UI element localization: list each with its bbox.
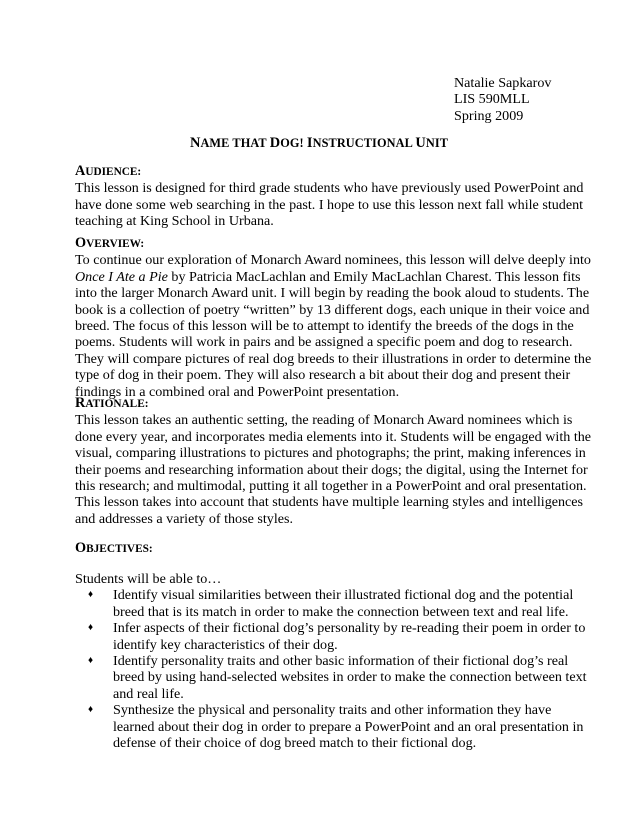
rationale-line: visual, comparing illustrations to pictures and photographs; the print, making inferences in (75, 445, 586, 462)
overview-heading: OVERVIEW: (75, 235, 145, 251)
diamond-bullet-icon: ♦ (88, 655, 94, 667)
overview-line: breed. The focus of this lesson will be to attempt to identify the breeds of the dogs in the (75, 318, 574, 335)
rationale-line: This lesson takes an authentic setting, the reading of Monarch Award nominees which is (75, 412, 573, 429)
audience-line: teaching at King School in Urbana. (75, 213, 274, 230)
objectives-intro: Students will be able to… (75, 571, 222, 587)
rationale-line: this research; and multimodal, putting it all together in a PowerPoint and oral presentation. (75, 478, 587, 495)
rationale-line: and addresses a variety of those styles. (75, 510, 293, 527)
overview-line: book is a collection of poetry “written” by 13 different dogs, each unique in their voice and (75, 301, 590, 318)
objectives-section (75, 571, 587, 752)
document-title: NAME THAT DOG! INSTRUCTIONAL UNIT (189, 135, 449, 151)
book-title: Once I Ate a Pie (75, 268, 168, 285)
audience-heading: AUDIENCE: (75, 163, 142, 179)
overview-line: poems. Students will work in pairs and be assigned a specific poem and dog to research. (75, 334, 573, 351)
objectives-list (75, 587, 587, 752)
audience-section (75, 163, 584, 230)
objectives-heading: OBJECTIVES: (75, 540, 153, 556)
diamond-bullet-icon: ♦ (88, 622, 94, 634)
author-name: Natalie Sapkarov (454, 75, 552, 91)
objectives-heading-block (75, 540, 569, 557)
rationale-section (75, 395, 592, 527)
author-block (454, 75, 624, 124)
overview-line: into the larger Monarch Award unit. I will begin by reading the book aloud to students. The (75, 285, 590, 302)
list-item: ♦ Infer aspects of their fictional dog’s personality by re-reading their poem in order to identify key characteristics of their dog. (88, 620, 586, 653)
rationale-heading: RATIONALE: (75, 395, 149, 411)
overview-line: type of dog in their poem. They will also research a bit about their dog and present their (75, 367, 571, 384)
diamond-bullet-icon: ♦ (88, 704, 94, 716)
overview-line: findings in a combined oral and PowerPoint presentation. (75, 383, 400, 400)
overview-line: To continue our exploration of Monarch Award nominees, this lesson will delve deeply into (75, 252, 591, 269)
audience-line: This lesson is designed for third grade students who have previously used PowerPoint and (75, 180, 584, 197)
audience-line: have done some web searching in the past. I hope to use this lesson next fall while student (75, 196, 584, 213)
overview-line: Once I Ate a Pie by Patricia MacLachlan and Emily MacLachlan Charest. This lesson fits (75, 268, 581, 285)
overview-line: They will compare pictures of real dog breeds to their illustrations in order to determine the (75, 350, 592, 367)
course-code: LIS 590MLL (454, 91, 530, 108)
rationale-line: their poems and researching information about their dogs; the digital, using the Internet for (75, 461, 588, 478)
list-item: ♦ Synthesize the physical and personality traits and other information they have learned about their dog in order to prepare a PowerPoint and an oral presentation in defense of their choice of dog breed match to their fictional dog. (88, 702, 584, 752)
rationale-line: done every year, and incorporates media elements into it. Students will be engaged with the (75, 428, 592, 445)
list-item: ♦ Identify personality traits and other basic information of their fictional dog’s real breed by using hand-selected websites in order to make the connection between text and real life. (88, 653, 587, 702)
term: Spring 2009 (454, 107, 524, 124)
list-item: ♦ Identify visual similarities between their illustrated fictional dog and the potential breed that is its match in order to make the connection between text and real life. (88, 587, 574, 620)
rationale-line: This lesson takes into account that students have multiple learning styles and intelligences (75, 494, 584, 511)
overview-section (75, 235, 592, 400)
diamond-bullet-icon: ♦ (88, 589, 94, 601)
